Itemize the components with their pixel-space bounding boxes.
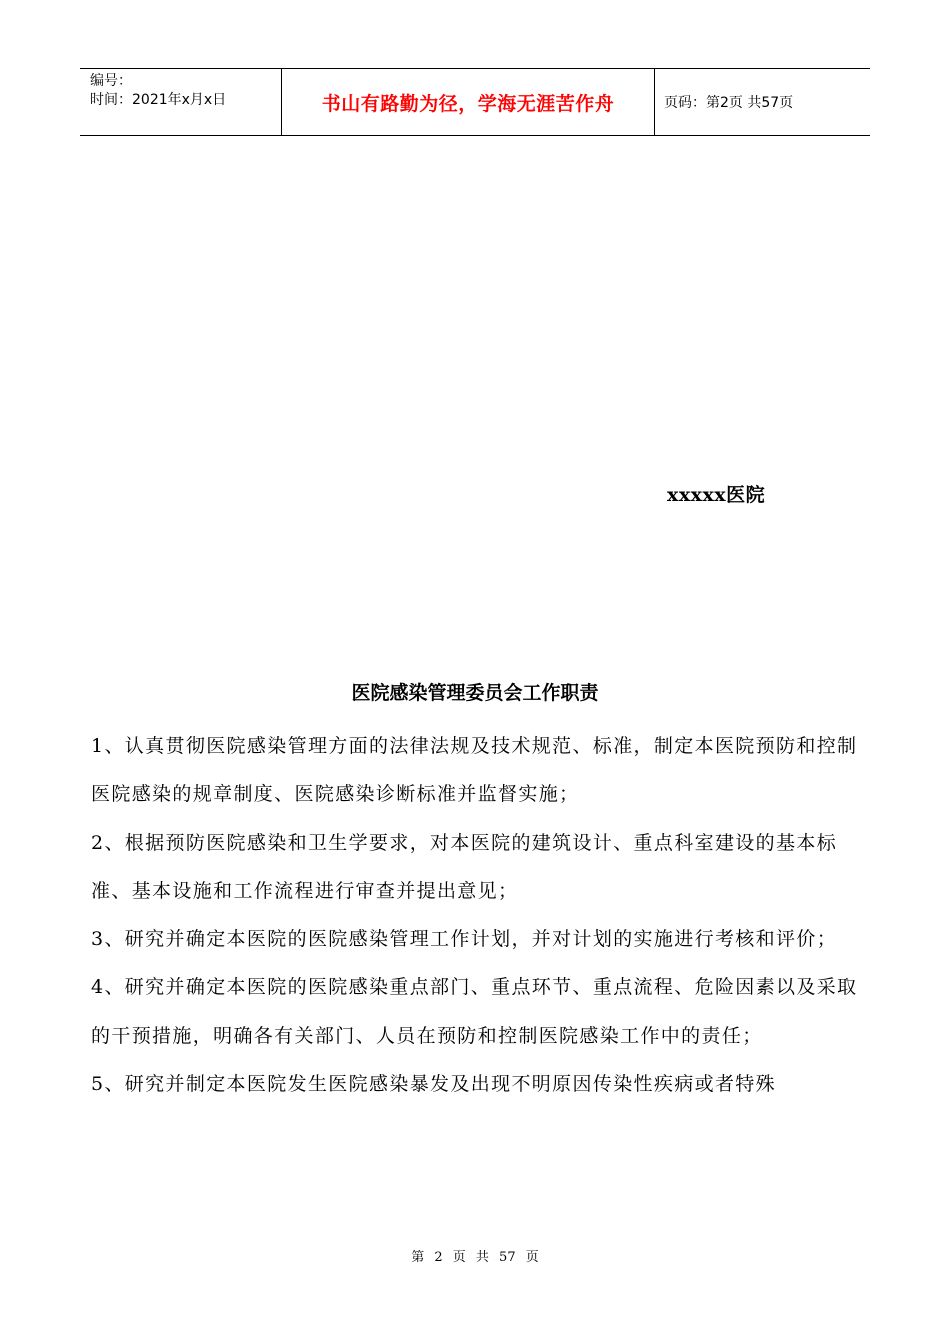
- paragraph-item: 5、研究并制定本医院发生医院感染暴发及出现不明原因传染性疾病或者特殊: [91, 1073, 776, 1096]
- document-number-label: 编号：: [90, 73, 132, 89]
- document-date-label: 时间：2021年x月x日: [90, 92, 227, 108]
- header-motto: 书山有路勤为径，学海无涯苦作舟: [282, 69, 655, 135]
- page-footer: 第 2 页 共 57 页: [411, 1250, 539, 1265]
- header-page-code: 页码：第2页 共57页: [664, 95, 794, 111]
- document-title: 医院感染管理委员会工作职责: [351, 682, 599, 704]
- paragraph-item: 1、认真贯彻医院感染管理方面的法律法规及技术规范、标准，制定本医院预防和控制医院感染的规章制度、医院感染诊断标准并监督实施；: [91, 735, 858, 806]
- document-body: [91, 722, 861, 1108]
- paragraph-item: 2、根据预防医院感染和卫生学要求，对本医院的建筑设计、重点科室建设的基本标准、基本设施和工作流程进行审查并提出意见；: [91, 831, 838, 902]
- paragraph-item: 4、研究并确定本医院的医院感染重点部门、重点环节、重点流程、危险因素以及采取的干预措施，明确各有关部门、人员在预防和控制医院感染工作中的责任；: [91, 976, 858, 1047]
- paragraph-item: 3、研究并确定本医院的医院感染管理工作计划，并对计划的实施进行考核和评价；: [91, 928, 838, 951]
- hospital-signature: xxxxx医院: [667, 484, 766, 506]
- header-meta-cell: [80, 69, 282, 135]
- page-header: [80, 68, 870, 136]
